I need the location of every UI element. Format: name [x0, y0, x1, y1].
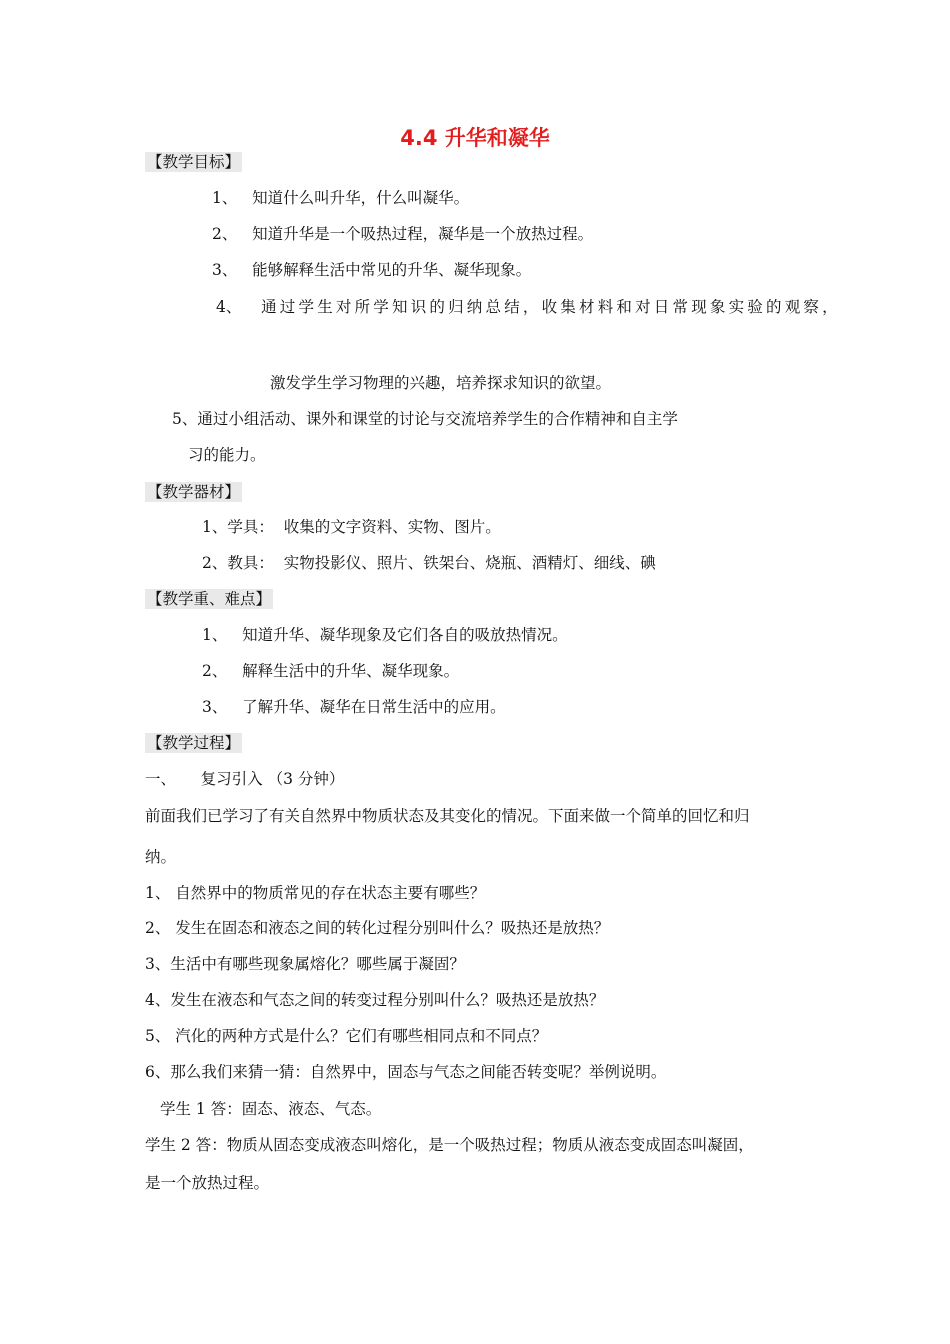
item-label: 2、教具： — [202, 554, 274, 572]
objective-item-5-continued: 习的能力。 — [188, 446, 266, 464]
question-item: 5、 汽化的两种方式是什么？它们有哪些相同点和不同点？ — [145, 1027, 548, 1045]
item-text: 了解升华、凝华在日常生活中的应用。 — [242, 698, 506, 716]
item-number: 3、 — [212, 261, 238, 279]
item-number: 2、 — [212, 225, 238, 243]
objective-item-3 — [212, 260, 531, 280]
item-text: 实物投影仪、照片、铁架台、烧瓶、酒精灯、细线、碘 — [283, 554, 656, 572]
item-number: 2、 — [202, 662, 228, 680]
item-number: 1、 — [212, 189, 238, 207]
section-heading-process: 【教学过程】 — [147, 734, 241, 752]
equipment-item-1 — [202, 517, 501, 537]
objective-item-4-continued: 激发学生学习物理的兴趣，培养探求知识的欲望。 — [270, 374, 612, 392]
item-text: 收集的文字资料、实物、图片。 — [283, 518, 501, 536]
objective-item-5: 5、通过小组活动、课外和课堂的讨论与交流培养学生的合作精神和自主学 — [172, 410, 678, 428]
answer-item: 学生 1 答：固态、液态、气态。 — [160, 1100, 382, 1118]
item-text: 知道升华是一个吸热过程，凝华是一个放热过程。 — [252, 225, 594, 243]
equipment-item-2 — [202, 553, 656, 573]
question-item: 3、生活中有哪些现象属熔化？哪些属于凝固？ — [145, 955, 465, 973]
item-text: 知道升华、凝华现象及它们各自的吸放热情况。 — [242, 626, 568, 644]
section-heading-equipment: 【教学器材】 — [147, 483, 241, 501]
section-heading-key-points: 【教学重、难点】 — [147, 590, 272, 608]
objective-item-4 — [216, 297, 841, 317]
item-number: 3、 — [202, 698, 228, 716]
step-number: 一、 — [145, 770, 177, 788]
key-point-item-2 — [202, 661, 459, 681]
page-title: 4.4 升华和凝华 — [400, 126, 550, 150]
item-text: 通过学生对所学知识的归纳总结，收集材料和对日常现象实验的观察， — [261, 298, 841, 316]
question-item: 6、那么我们来猜一猜：自然界中，固态与气态之间能否转变呢？举例说明。 — [145, 1063, 667, 1081]
process-step-1 — [145, 769, 344, 789]
key-point-item-3 — [202, 697, 506, 717]
answer-item: 是一个放热过程。 — [145, 1174, 270, 1192]
question-item: 2、 发生在固态和液态之间的转化过程分别叫什么？吸热还是放热？ — [145, 919, 610, 937]
item-label: 1、学具： — [202, 518, 274, 536]
objective-item-2 — [212, 224, 593, 244]
section-heading-objectives: 【教学目标】 — [147, 153, 241, 171]
item-text: 知道什么叫升华，什么叫凝华。 — [252, 189, 470, 207]
question-item: 1、 自然界中的物质常见的存在状态主要有哪些？ — [145, 884, 486, 902]
item-text: 能够解释生活中常见的升华、凝华现象。 — [252, 261, 532, 279]
objective-item-1 — [212, 188, 469, 208]
item-number: 1、 — [202, 626, 228, 644]
step-text: 复习引入 （3 分钟） — [200, 770, 345, 788]
item-number: 4、 — [216, 298, 242, 316]
process-intro: 前面我们已学习了有关自然界中物质状态及其变化的情况。下面来做一个简单的回忆和归 — [145, 807, 750, 825]
question-item: 4、发生在液态和气态之间的转变过程分别叫什么？吸热还是放热？ — [145, 991, 605, 1009]
item-text: 解释生活中的升华、凝华现象。 — [242, 662, 460, 680]
process-intro-continued: 纳。 — [145, 848, 177, 866]
key-point-item-1 — [202, 625, 568, 645]
answer-item: 学生 2 答：物质从固态变成液态叫熔化，是一个吸热过程；物质从液态变成固态叫凝固， — [145, 1136, 754, 1154]
